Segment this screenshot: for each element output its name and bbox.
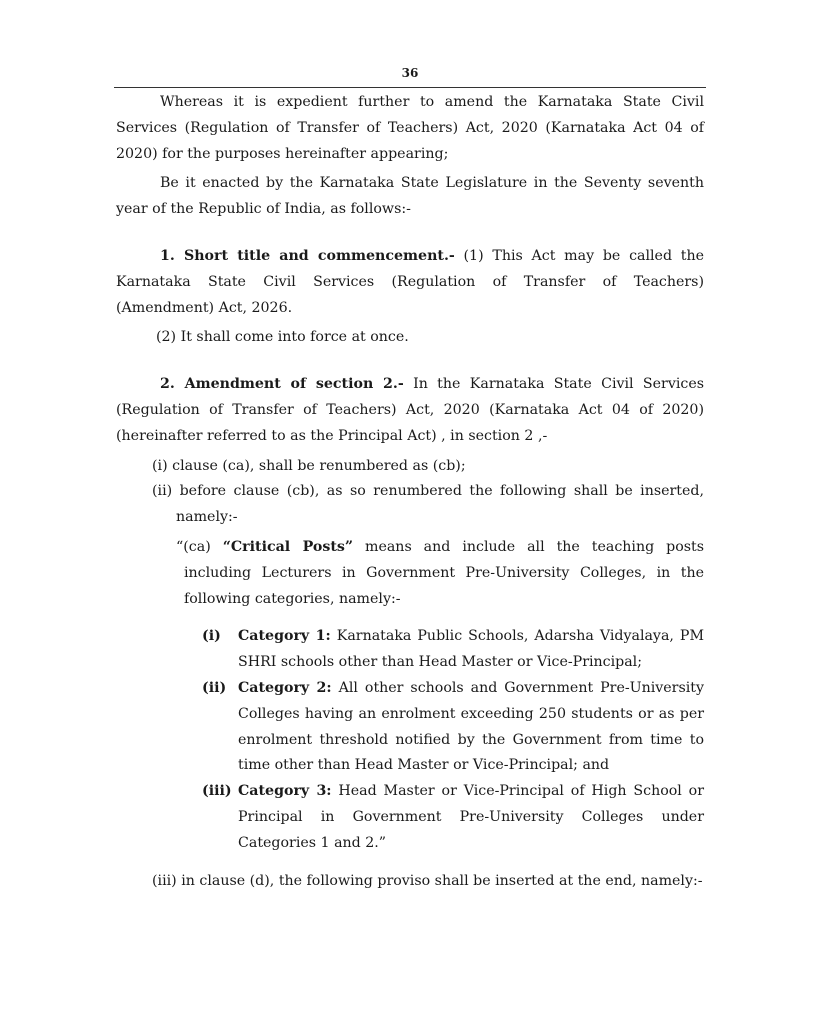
section-1-heading: 1. Short title and commencement.- [160,247,455,264]
definition-critical-posts [116,535,704,612]
act-text [116,90,704,894]
category-2 [116,676,704,779]
definition-text: means and include all the teaching posts including Lecturers in Government Pre-University Colleges, in the following categories, namely:- [184,538,705,607]
clause-ii: (ii) before clause (cb), as so renumbered the following shall be inserted, namely:- [152,483,704,526]
category-3-num: (iii) [202,783,232,800]
category-3-label: Category 3: [238,783,332,800]
category-1 [116,624,704,676]
category-2-num: (ii) [202,679,227,696]
definition-prefix: “(ca) [176,538,223,555]
category-3 [116,779,704,856]
section-2 [116,372,704,449]
section-2-text: In the Karnataka State Civil Services (Regulation of Transfer of Teachers) Act, 2020 (Karnataka Act 04 of 2020) (hereinafter referred to as the Principal Act) , in section 2 ,- [116,376,704,444]
page-number: 36 [401,66,419,80]
section-1 [116,244,704,321]
category-1-label: Category 1: [238,628,331,645]
preamble-enacted: Be it enacted by the Karnataka State Legislature in the Seventy seventh year of the Republic of India, as follows:- [116,175,704,218]
category-2-label: Category 2: [238,679,332,696]
definition-term: “Critical Posts” [222,538,354,555]
category-3-text: Head Master or Vice-Principal of High School or Principal in Government Pre-University Colleges under Categories 1 and 2.” [238,783,705,851]
category-1-num: (i) [202,628,221,645]
header-rule [114,87,706,88]
clause-iii: (iii) in clause (d), the following proviso shall be inserted at the end, namely:- [152,872,703,889]
clause-i: (i) clause (ca), shall be renumbered as (cb); [152,457,466,474]
section-2-heading: 2. Amendment of section 2.- [160,376,404,393]
preamble-whereas: Whereas it is expedient further to amend the Karnataka State Civil Services (Regulation of Transfer of Teachers) Act, 2020 (Karnataka Act 04 of 2020) for the purposes hereinafter appearing; [116,94,704,162]
section-1-sub-2: (2) It shall come into force at once. [156,329,409,346]
category-2-text: All other schools and Government Pre-University Colleges having an enrolment exceeding 250 students or as per enrolment threshold notified by the Government from time to time other than Head Master or Vice-Principal; and [238,679,705,774]
category-1-text: Karnataka Public Schools, Adarsha Vidyalaya, PM SHRI schools other than Head Master or Vice-Principal; [238,628,705,671]
section-1-text: (1) This Act may be called the Karnataka State Civil Services (Regulation of Transfer of Teachers) (Amendment) Act, 2026. [116,247,705,316]
